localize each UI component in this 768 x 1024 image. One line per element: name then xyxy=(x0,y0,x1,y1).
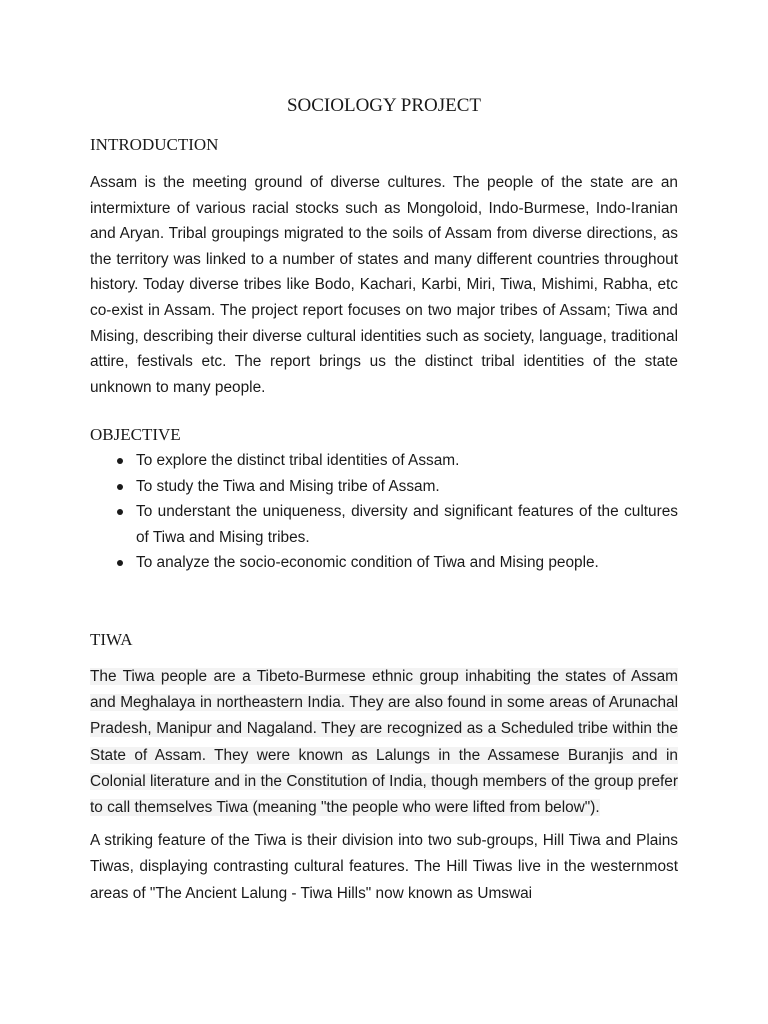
objective-list xyxy=(90,448,678,576)
list-item: To analyze the socio-economic condition of Tiwa and Mising people. xyxy=(90,550,678,576)
introduction-paragraph: Assam is the meeting ground of diverse cultures. The people of the state are an intermixture of various racial stocks such as Mongoloid, Indo-Burmese, Indo-Iranian and Aryan. Tribal groupings migrated to the soils of Assam from diverse directions, as the territory was linked to a number of states and many different countries throughout history. Today diverse tribes like Bodo, Kachari, Karbi, Miri, Tiwa, Mishimi, Rabha, etc co-exist in Assam. The project report focuses on two major tribes of Assam; Tiwa and Mising, describing their diverse cultural identities such as society, language, traditional attire, festivals etc. The report brings us the distinct tribal identities of the state unknown to many people. xyxy=(90,174,678,396)
tiwa-paragraph-1 xyxy=(90,664,678,821)
introduction-heading: INTRODUCTION xyxy=(90,135,219,154)
list-item: To understant the uniqueness, diversity and significant features of the cultures of Tiwa and Mising tribes. xyxy=(90,499,678,550)
objective-heading: OBJECTIVE xyxy=(90,425,181,444)
tiwa-heading: TIWA xyxy=(90,630,133,649)
list-item: To study the Tiwa and Mising tribe of Assam. xyxy=(90,474,678,500)
list-item: To explore the distinct tribal identities of Assam. xyxy=(90,448,678,474)
tiwa-section xyxy=(90,664,678,907)
tiwa-paragraph-1-text: The Tiwa people are a Tibeto-Burmese ethnic group inhabiting the states of Assam and Meghalaya in northeastern India. They are also found in some areas of Arunachal Pradesh, Manipur and Nagaland. They are recognized as a Scheduled tribe within the State of Assam. They were known as Lalungs in the Assamese Buranjis and in Colonial literature and in the Constitution of India, though members of the group prefer to call themselves Tiwa (meaning "the people who were lifted from below"). xyxy=(90,668,678,817)
tiwa-paragraph-2: A striking feature of the Tiwa is their division into two sub-groups, Hill Tiwa and Plains Tiwas, displaying contrasting cultural features. The Hill Tiwas live in the westernmost areas of "The Ancient Lalung - Tiwa Hills" now known as Umswai xyxy=(90,832,678,902)
page-title: SOCIOLOGY PROJECT xyxy=(286,95,482,116)
